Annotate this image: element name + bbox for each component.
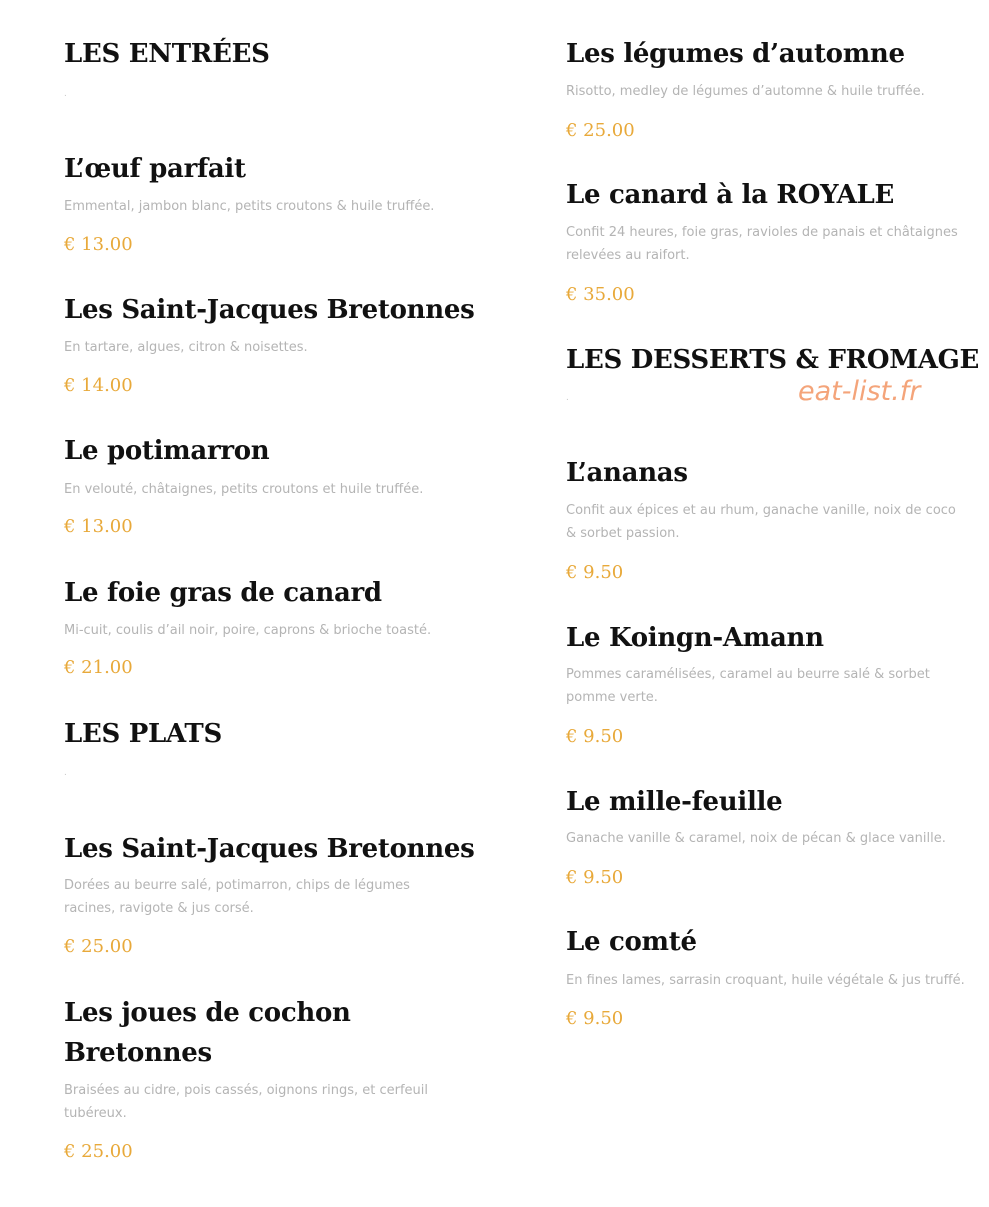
watermark-logo: eat-list.fr	[798, 376, 921, 407]
dish-description: En tartare, algues, citron & noisettes.	[64, 340, 308, 355]
dish-name: Les joues de cochon Bretonnes	[64, 998, 351, 1068]
dish-name: Le foie gras de canard	[64, 578, 382, 608]
dish-description: Emmental, jambon blanc, petits croutons & huile truffée.	[64, 199, 435, 214]
dish-name: L’œuf parfait	[64, 154, 246, 184]
dish-name: Le potimarron	[64, 436, 270, 466]
section-title-entrees: LES ENTRÉES	[64, 39, 270, 69]
dish-description: Confit 24 heures, foie gras, ravioles de panais et châtaignes relevées au raifort.	[566, 225, 958, 263]
dish-name: Les Saint-Jacques Bretonnes	[64, 834, 475, 864]
dish-price: € 9.50	[566, 867, 624, 888]
dish-name: Le canard à la ROYALE	[566, 180, 895, 210]
dish-name: Les légumes d’automne	[566, 39, 905, 69]
dish-description: Risotto, medley de légumes d’automne & huile truffée.	[566, 84, 925, 99]
dish-description: Ganache vanille & caramel, noix de pécan & glace vanille.	[566, 831, 946, 846]
dish-price: € 13.00	[64, 516, 133, 537]
dish-price: € 9.50	[566, 562, 624, 583]
dish-price: € 35.00	[566, 284, 635, 305]
dish-name: Le mille-feuille	[566, 787, 783, 817]
dish-description: Confit aux épices et au rhum, ganache vanille, noix de coco & sorbet passion.	[566, 503, 956, 541]
dish-name: Les Saint-Jacques Bretonnes	[64, 295, 475, 325]
section-title-desserts: LES DESSERTS & FROMAGE	[566, 345, 980, 375]
dish-price: € 13.00	[64, 234, 133, 255]
dish-price: € 25.00	[566, 120, 635, 141]
dish-price: € 25.00	[64, 936, 133, 957]
dish-price: € 25.00	[64, 1141, 133, 1162]
dish-price: € 9.50	[566, 726, 624, 747]
section-subtitle-plats: .	[64, 767, 67, 778]
dish-name: Le Koingn-Amann	[566, 623, 824, 653]
dish-price: € 21.00	[64, 657, 133, 678]
section-title-plats: LES PLATS	[64, 719, 222, 749]
dish-price: € 14.00	[64, 375, 133, 396]
dish-description: En fines lames, sarrasin croquant, huile végétale & jus truffé.	[566, 973, 965, 988]
dish-description: En velouté, châtaignes, petits croutons et huile truffée.	[64, 482, 424, 497]
dish-description: Pommes caramélisées, caramel au beurre salé & sorbet pomme verte.	[566, 667, 930, 705]
dish-price: € 9.50	[566, 1008, 624, 1029]
dish-description: Dorées au beurre salé, potimarron, chips de légumes racines, ravigote & jus corsé.	[64, 878, 410, 916]
dish-description: Braisées au cidre, pois cassés, oignons rings, et cerfeuil tubéreux.	[64, 1083, 428, 1121]
section-subtitle-entrees: .	[64, 88, 67, 99]
dish-name: L’ananas	[566, 458, 688, 488]
dish-description: Mi-cuit, coulis d’ail noir, poire, caprons & brioche toasté.	[64, 623, 432, 638]
section-subtitle-desserts: .	[566, 392, 569, 403]
dish-name: Le comté	[566, 927, 697, 957]
